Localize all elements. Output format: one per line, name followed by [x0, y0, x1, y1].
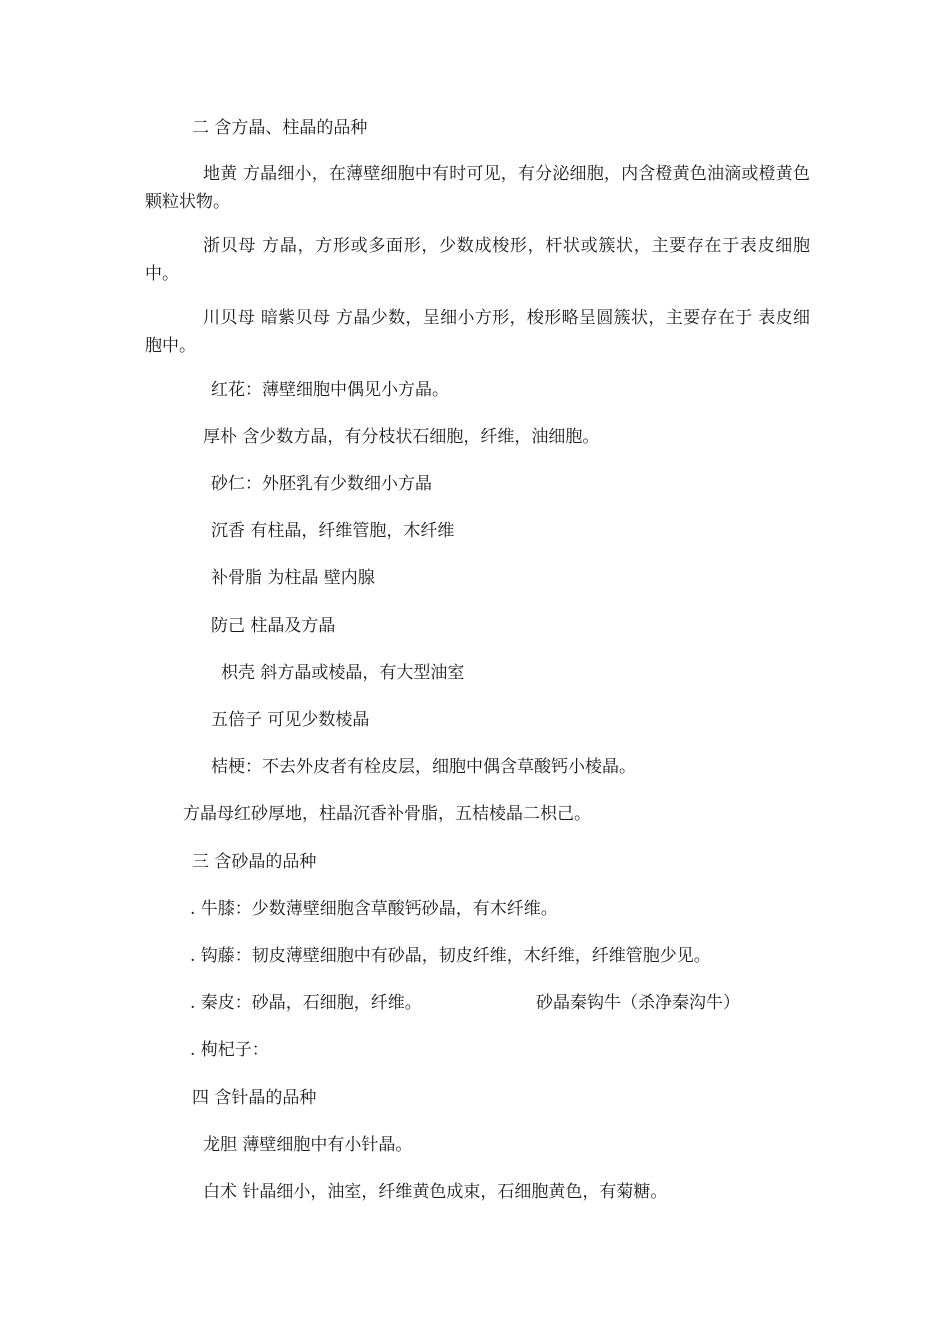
entry-houpo: 厚朴 含少数方晶，有分枝状石细胞，纤维，油细胞。: [203, 427, 600, 447]
entry-longdan: 龙胆 薄壁细胞中有小针晶。: [203, 1135, 413, 1155]
entry-zhiqiao: 枳壳 斜方晶或棱晶，有大型油室: [221, 663, 465, 683]
entry-qinpi: . 秦皮：砂晶，石细胞，纤维。: [190, 993, 422, 1013]
entry-niuxi: . 牛膝：少数薄壁细胞含草酸钙砂晶，有木纤维。: [190, 899, 558, 919]
entry-chenxiang: 沉香 有柱晶，纤维管胞，木纤维: [211, 521, 455, 541]
entry-fangji: 防己 柱晶及方晶: [211, 616, 336, 636]
entry-buguzhi: 补骨脂 为柱晶 壁内腺: [211, 568, 375, 588]
section-heading-4: 四 含针晶的品种: [192, 1088, 317, 1108]
entry-jiegeng: 桔梗：不去外皮者有栓皮层，细胞中偶含草酸钙小棱晶。: [211, 757, 636, 777]
entry-gouteng: . 钩藤：韧皮薄壁细胞中有砂晶，韧皮纤维，木纤维，纤维管胞少见。: [190, 946, 711, 966]
mnemonic-crystals: 方晶母红砂厚地，柱晶沉香补骨脂，五桔棱晶二枳己。: [183, 804, 591, 824]
entry-sharen: 砂仁：外胚乳有少数细小方晶: [211, 474, 432, 494]
section-heading-2: 二 含方晶、柱晶的品种: [192, 118, 368, 138]
mnemonic-sand-crystals: 砂晶秦钩牛（杀净秦沟牛）: [536, 993, 740, 1013]
entry-baizhu: 白术 针晶细小，油室，纤维黄色成束，石细胞黄色，有菊糖。: [203, 1182, 668, 1202]
entry-zhebeimu: 浙贝母 方晶，方形或多面形，少数成梭形，杆状或簇状，主要存在于表皮细胞中。: [145, 236, 810, 284]
entry-wubeizi: 五倍子 可见少数棱晶: [211, 710, 370, 730]
entry-dihuang: 地黄 方晶细小，在薄壁细胞中有时可见，有分泌细胞，内含橙黄色油滴或橙黄色颗粒状物。: [145, 164, 810, 212]
entry-chuanbeimu: 川贝母 暗紫贝母 方晶少数，呈细小方形，梭形略呈圆簇状，主要存在于 表皮细胞中。: [145, 308, 810, 356]
entry-gouqizi: . 枸杞子：: [190, 1040, 269, 1060]
entry-honghua: 红花：薄壁细胞中偶见小方晶。: [211, 380, 449, 400]
section-heading-3: 三 含砂晶的品种: [192, 852, 317, 872]
